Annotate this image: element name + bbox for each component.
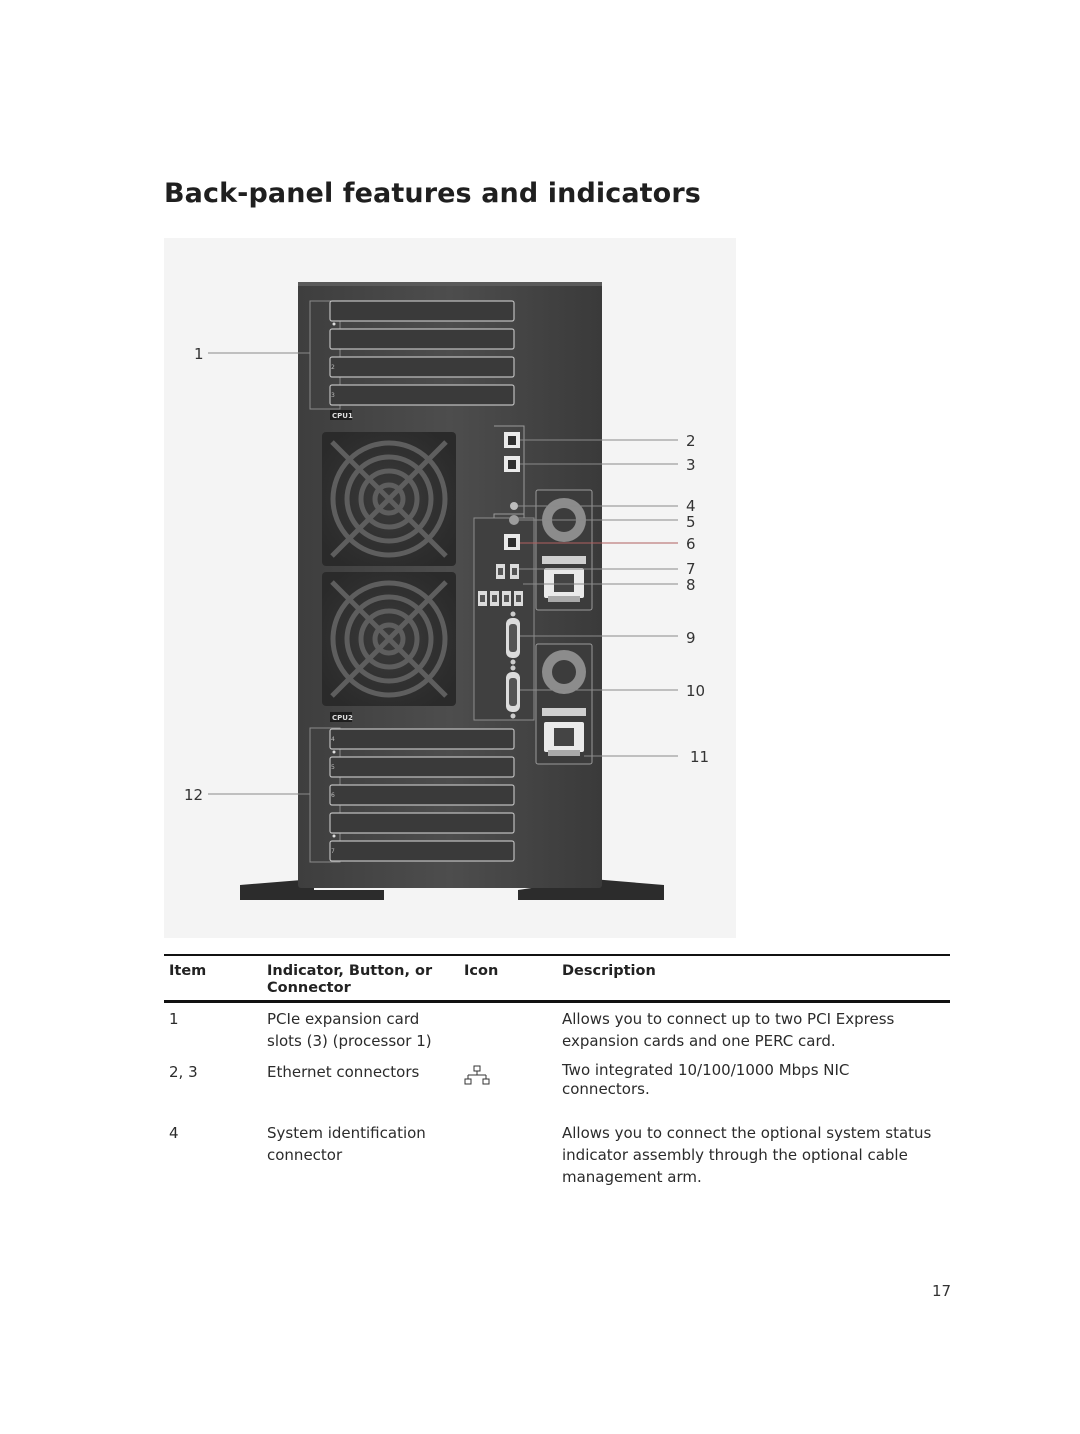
callout-8: 8 bbox=[686, 576, 696, 594]
idrac-port bbox=[504, 534, 520, 550]
cpu2-label: CPU2 bbox=[332, 714, 353, 722]
features-table bbox=[164, 954, 950, 1196]
power-supply-1 bbox=[536, 490, 592, 610]
row-description bbox=[562, 1008, 950, 1052]
callout-3: 3 bbox=[686, 456, 696, 474]
table-header-row bbox=[164, 956, 950, 1000]
cpu1-label: CPU1 bbox=[332, 412, 353, 420]
callout-9: 9 bbox=[686, 629, 696, 647]
row-description-line: expansion cards and one PERC card. bbox=[562, 1032, 836, 1050]
pcie-slots-processor1 bbox=[310, 301, 514, 420]
callout-7: 7 bbox=[686, 560, 696, 578]
page-title: Back-panel features and indicators bbox=[164, 178, 701, 209]
row-indicator-line: Ethernet connectors bbox=[267, 1063, 420, 1081]
row-description-line: Two integrated 10/100/1000 Mbps NIC bbox=[562, 1061, 850, 1079]
row-indicator bbox=[267, 1061, 457, 1083]
row-description-line: management arm. bbox=[562, 1168, 702, 1186]
svg-text:5: 5 bbox=[331, 764, 335, 771]
back-panel-figure bbox=[164, 238, 736, 938]
row-item: 2, 3 bbox=[169, 1063, 198, 1081]
row-description bbox=[562, 1061, 950, 1099]
row-indicator-line: slots (3) (processor 1) bbox=[267, 1032, 432, 1050]
callout-2: 2 bbox=[686, 432, 696, 450]
row-indicator bbox=[267, 1122, 457, 1166]
callout-12: 12 bbox=[184, 786, 204, 804]
header-indicator: Indicator, Button, or Connector bbox=[267, 963, 433, 996]
table-row bbox=[164, 1116, 950, 1196]
system-identification-button bbox=[509, 515, 519, 525]
svg-text:4: 4 bbox=[331, 736, 335, 743]
row-indicator-line: connector bbox=[267, 1146, 343, 1164]
table-row bbox=[164, 1055, 950, 1116]
header-description: Description bbox=[562, 963, 656, 979]
callout-1: 1 bbox=[194, 345, 204, 363]
row-description-line: Allows you to connect the optional system status bbox=[562, 1124, 932, 1142]
row-indicator-line: PCIe expansion card bbox=[267, 1010, 420, 1028]
system-identification-connector bbox=[510, 502, 518, 510]
callout-11: 11 bbox=[690, 748, 710, 766]
network-icon bbox=[464, 1065, 490, 1087]
vga-connector bbox=[506, 666, 520, 719]
svg-text:7: 7 bbox=[331, 848, 335, 855]
table-row bbox=[164, 1003, 950, 1055]
power-supply-2 bbox=[536, 644, 592, 764]
row-description-line: connectors. bbox=[562, 1080, 650, 1098]
svg-text:3: 3 bbox=[331, 392, 335, 399]
serial-connector bbox=[506, 612, 520, 665]
svg-text:6: 6 bbox=[331, 792, 335, 799]
header-item: Item bbox=[169, 963, 207, 979]
row-indicator-line: System identification bbox=[267, 1124, 426, 1142]
row-description-line: indicator assembly through the optional cable bbox=[562, 1146, 908, 1164]
fan-upper bbox=[322, 432, 456, 566]
ethernet-connector-2 bbox=[504, 456, 520, 472]
callout-10: 10 bbox=[686, 682, 706, 700]
header-icon: Icon bbox=[464, 963, 499, 979]
callout-5: 5 bbox=[686, 513, 696, 531]
row-indicator bbox=[267, 1008, 457, 1052]
fan-lower bbox=[322, 572, 456, 706]
row-description-line: Allows you to connect up to two PCI Express bbox=[562, 1010, 895, 1028]
ethernet-connector-1 bbox=[504, 432, 520, 448]
page-number: 17 bbox=[932, 1282, 952, 1300]
row-item: 1 bbox=[169, 1010, 179, 1028]
row-icon bbox=[464, 1065, 554, 1093]
callout-4: 4 bbox=[686, 497, 696, 515]
callout-6: 6 bbox=[686, 535, 696, 553]
row-description bbox=[562, 1122, 950, 1188]
row-item: 4 bbox=[169, 1124, 179, 1142]
svg-text:2: 2 bbox=[331, 364, 335, 371]
